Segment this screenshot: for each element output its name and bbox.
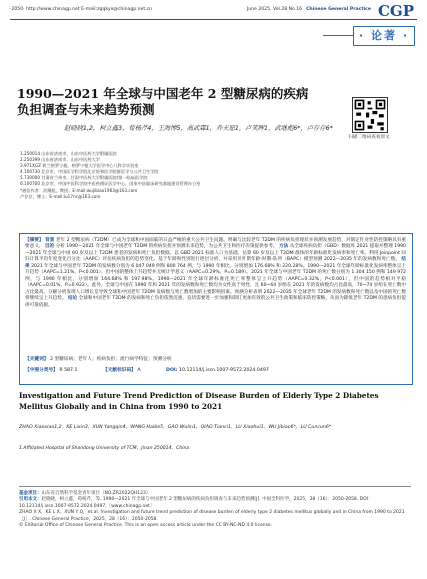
abstract-results: 2021 年全球与中国老年 T2DM 的发病数分别为 6 047 049 例和 800 764 例，与 1990 年相比，分别增加 176.68% 和 220.28%。1990—2021 年全球年龄标准化发病率整体呈上升趋势（AAPC=1.21%，P<0.001），但中国的整体上升趋势并无统计学意义（AAPC=0.29%，P=0.189）。2021 年全球与中国老年 T2DM 的死亡数分别为 1 304 150 例和 149 972 例，与 1990 年相比，分别增加 164.68% 和 197.98%。1990—2021 年全球年龄标准化死亡率整体呈上升趋势（AAPC=0.32%，P<0.001），但中国的趋势相对平稳（AAPC=0.01%，P=0.922）。此外，全球与中国在 1990 年和 2021 年的发病数和死亡数均为女性高于男性，且 60~64 岁组在 2021 年的发病数均占比最高，70~74 岁组在死亡数中占比最高。分解分析发现人口增长是导致全球和中国老年 T2DM 发病数与死亡数增加的主要影响因素。预测分析表明 2022—2035 年全球老年 T2DM 的发病数和死亡数以及中国的死亡数将继续呈上升趋势。 bbox=[25, 263, 406, 302]
author-list: 赵晓晓1,2，柯立鑫3，荀杨芹4，王海博5，高武霖1，乔天愿1，卢笑晖1，武继彪6*，卢存存6* bbox=[64, 125, 333, 132]
keywords-label: 【关键词】 bbox=[25, 357, 49, 362]
doi-label: DOI: bbox=[166, 368, 178, 373]
abstract-conclusion-label: 结论 bbox=[67, 296, 78, 302]
doc-code-value: A bbox=[137, 368, 141, 373]
qr-caption: 扫描二维码查看原文 bbox=[348, 135, 390, 140]
fund-label: 基金项目： bbox=[19, 491, 42, 496]
running-header-left: ·2050· http://www.chinagp.net E-mail:zgqkyx@chinagp.net.cn bbox=[10, 7, 153, 12]
abstract-objective-label: 目的 bbox=[44, 244, 55, 250]
abstract-methods: 从全球疾病负担（GBD）数据库 2021 提取并整理 1990—2021 年全球与中国 60 岁及以上 T2DM 患者的发病和死亡负担数据。以 GBD 2021 标准人口为基础，估算 60 岁及以上 T2DM 群体的年龄标准化发病率和死亡率。利用 Joinpoint 回归计算平均年度变化百分比（AAPC）评估疾病负担的趋势变化。基于年龄和性别进行逐层分析，并采用贝叶斯年龄-时期-队列（BAPC）模型预测 2022—2035 年的发病数和死亡数。 bbox=[25, 244, 406, 263]
cite-label: 引用本文： bbox=[19, 497, 42, 503]
abstract-background: 老年 2 型糖尿病（T2DM）已成为全球和中国面临的日益严峻的重大公共卫生问题。明确与比较老年 T2DM 的疾病负担现状并预测发展趋势，对制定针对性防控策略具有重要意义。 bbox=[25, 238, 406, 250]
footer-rule bbox=[19, 486, 411, 487]
journal-name: Chinese General Practice bbox=[306, 7, 371, 12]
qr-code-icon[interactable] bbox=[352, 97, 388, 133]
issue-info: June 2025, Vol.28 No.16 bbox=[246, 7, 303, 12]
affiliation-line: 1.250014 山东省济南市，山东中医药大学附属医院 bbox=[20, 151, 117, 156]
clc-label: 【中图分类号】 bbox=[25, 368, 58, 373]
affiliation-line: 5.730000 甘肃省兰州市，甘肃中医药大学附属医院/第一临床医学院 bbox=[20, 175, 148, 181]
header-rule bbox=[10, 19, 417, 20]
citation-en: ZHAO X X，KE L X，XUN Y Q，et al. Investigation and future trend prediction of disease burden of elderly type 2 diabetes mellitus globally and in China from 1990 to 2021［J］. Chinese General Practice，2025，28（16）：2050-2058. bbox=[19, 510, 405, 522]
running-header-right bbox=[247, 7, 371, 12]
abstract-conclusion: 全球和中国老年 T2DM 的发病和死亡负担依然沉重，迫切需要进一步加强和制订更加有效的公共卫生政策和临床防控策略，从而为降低老年 T2DM 的患病负担提供可靠依据。 bbox=[25, 296, 406, 308]
keywords: 2 型糖尿病；老年人；疾病负担；流行病学特征；预测分析 bbox=[49, 357, 172, 362]
citation-cn bbox=[19, 497, 411, 510]
doi-value[interactable]: 10.12114/j.issn.1007-9572.2024.0497 bbox=[179, 368, 269, 373]
abstract-objective: 分析 1990—2021 年全球与中国老年 T2DM 的疾病负担并预测未来趋势，为公共卫生和医疗决策提供参考。 bbox=[55, 244, 278, 250]
abstract-text bbox=[25, 238, 406, 309]
classification-row bbox=[25, 367, 405, 373]
clc-value: R 587.1 bbox=[59, 368, 78, 373]
section-tag-rule bbox=[323, 35, 353, 36]
journal-logo-icon bbox=[375, 2, 417, 18]
svg-text:CGP: CGP bbox=[377, 2, 415, 18]
affiliation-line: 6.100700 北京市，中国中医科学院中医药循证医学中心，国家中医临床研究基地建设管理办公室 bbox=[20, 181, 201, 187]
fund-text: 山东省自然科学基金青年项目（NO.ZR2022QH123） bbox=[41, 491, 151, 496]
footer-notes bbox=[19, 491, 411, 529]
english-title: Investigation and Future Trend Prediction of Disease Burden of Elderly Type 2 Diabetes Mellitus Globally and in China from 1990 to 2021 bbox=[19, 391, 379, 411]
doc-code-label: 【文献标识码】 bbox=[103, 368, 136, 373]
corresponding-author: 卢存存，博士；E-mail:lu17nc@163.com bbox=[20, 193, 101, 199]
abstract-results-label: 结果 bbox=[25, 257, 406, 269]
article-title: 1990—2021 年全球与中国老年 2 型糖尿病的疾病负担调查与未来趋势预测 bbox=[17, 86, 309, 117]
section-tag: · 论著 · bbox=[353, 26, 415, 46]
english-affiliation: 1.Affiliated Hospital of Shandong University of TCM，Jinan 250014，China bbox=[19, 446, 190, 451]
corresponding-author: *通信作者：武继彪，教授；E-mail:wujibiao1963@163.com bbox=[20, 187, 138, 193]
abstract-background-label: 【摘要】 背景 bbox=[25, 238, 55, 243]
license-line: © Editorial Office of Chinese General Practice. This is an open access article under the CC BY-NC-ND 4.0 license. bbox=[19, 523, 273, 529]
affiliation-line: 2.250399 山东省济南市，山东中医药大学 bbox=[20, 157, 100, 163]
keywords-row bbox=[25, 356, 405, 362]
affiliation-line: 4.100730 北京市，中国医学科学院北京协和医学院群医学与公共卫生学院 bbox=[20, 169, 159, 175]
affiliations bbox=[20, 151, 320, 200]
abstract-methods-label: 方法 bbox=[279, 244, 289, 250]
citation-cn-text: 赵晓晓，柯立鑫，荀杨芹，等. 1990—2021 年全球与中国老年 2 型糖尿病的疾病负担调查与未来趋势预测[J]. 中国全科医学，2025，28（16）：2050-2058. DOI：10.12114/j.issn.1007-9572.2024.0497.［www.chinagp.net］ bbox=[19, 497, 373, 509]
affiliation-line: 3.971XGZ 荷兰格罗宁根，格罗宁根大学医学中心儿科学实验室 bbox=[20, 163, 139, 169]
english-authors: ZHAO Xiaoxiao1,2，KE Lixin3，XUN Yangqin4，WANG Haibo5，GAO Wulin1，QIAO Tianci1，LU Xiaohui1，WU Jibiao6*，LU Cuncun6* bbox=[19, 425, 332, 430]
